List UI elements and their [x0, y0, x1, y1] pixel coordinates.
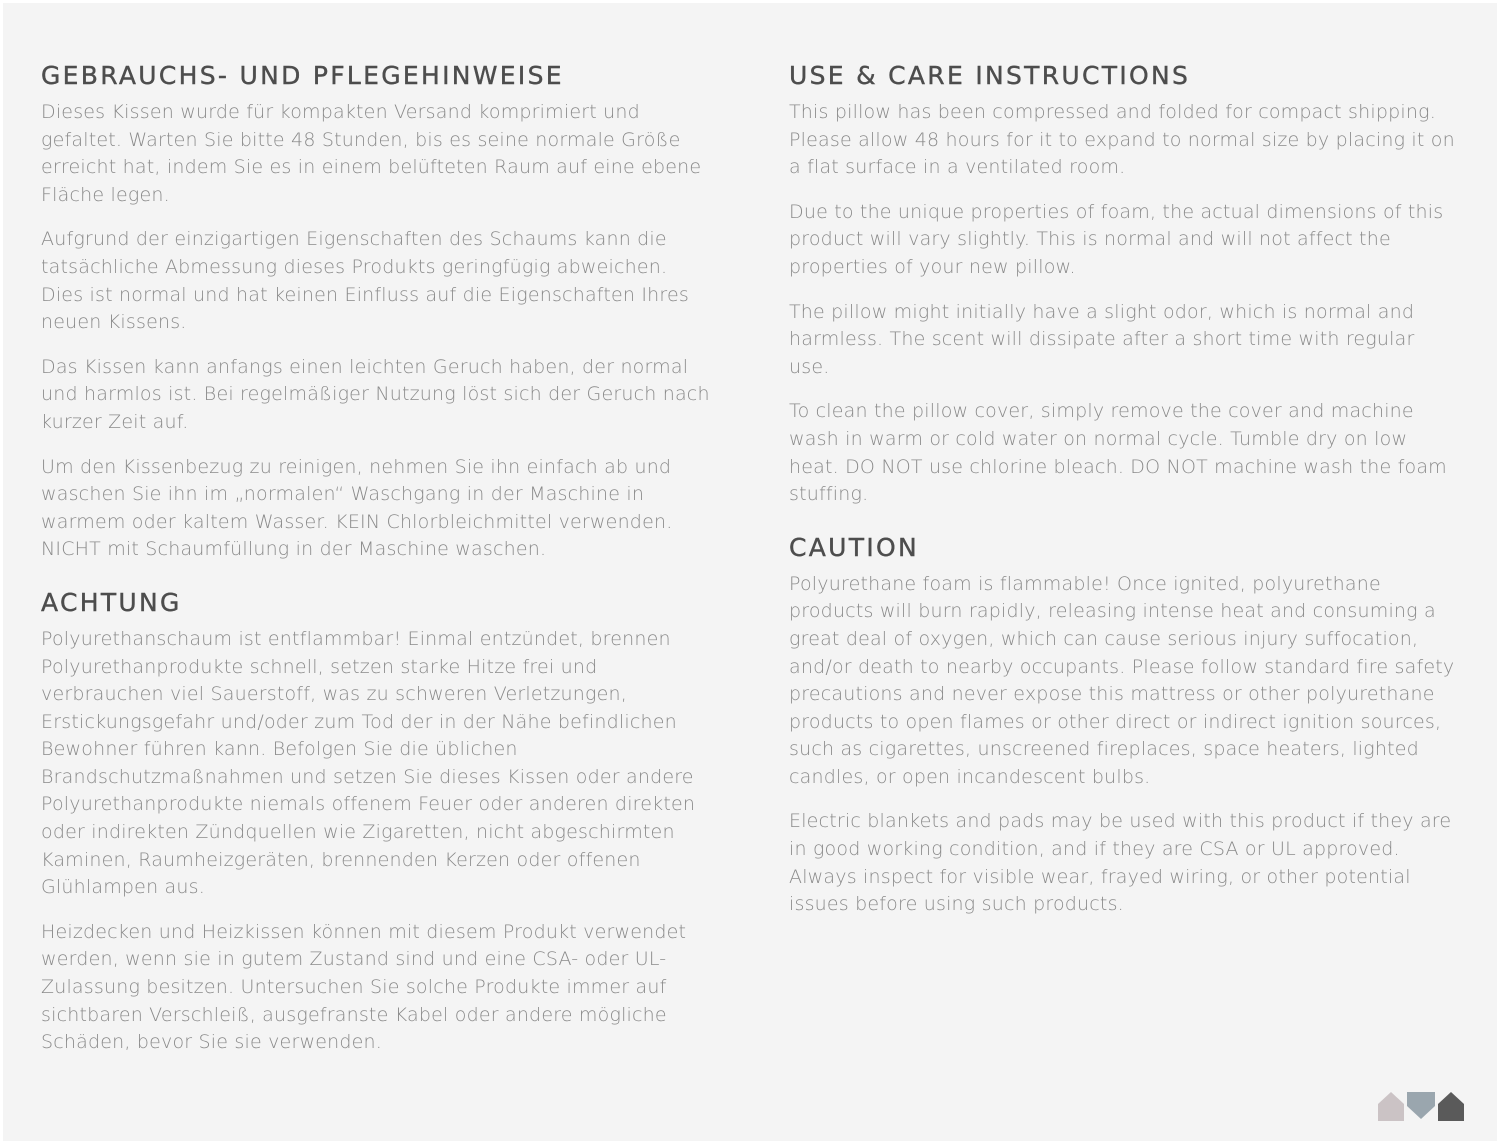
english-heading: USE & CARE INSTRUCTIONS: [789, 61, 1191, 90]
german-heading: GEBRAUCHS- UND PFLEGEHINWEISE: [41, 61, 564, 90]
german-caution-paragraph-2: Heizdecken und Heizkissen können mit diesem Produkt verwendet werden, wenn sie in gutem Zustand sind und eine CSA- oder UL-Zulassung besitzen. Untersuchen Sie solche Produkte immer auf sichtbaren Verschleiß, ausgefranste Kabel oder andere mögliche Schäden, bevor Sie sie verwenden.: [41, 920, 687, 1054]
german-caution-paragraph-1: Polyurethanschaum ist entflammbar! Einmal entzündet, brennen Polyurethanprodukte schnell, setzen starke Hitze frei und verbrauchen viel Sauerstoff, was zu schweren Verletzungen, Erstickungsgefahr und/oder zum Tod der in der Nähe befindlichen Bewohner führen kann. Befolgen Sie die üblichen Brandschutzmaßnahmen und setzen Sie dieses Kissen oder andere Polyurethanprodukte niemals offenem Feuer oder anderen direkten oder indirekten Zündquellen wie Zigaretten, nicht abgeschirmten Kaminen, Raumheizgeräten, brennenden Kerzen oder offenen Glühlampen aus.: [41, 627, 696, 899]
german-column: [41, 59, 713, 1074]
english-caution-paragraph-2: Electric blankets and pads may be used with this product if they are in good working condition, and if they are CSA or UL approved. Always inspect for visible wear, frayed wiring, or other potential issues before using such products.: [789, 810, 1452, 916]
english-caution-paragraph-1: Polyurethane foam is flammable! Once ignited, polyurethane products will burn rapidly, releasing intense heat and consuming a great deal of oxygen, which can cause serious injury suffocation, and/or death to nearby occupants. Please follow standard fire safety precautions and never expose this mattress or other polyurethane products to open flames or other direct or indirect ignition sources, such as cigarettes, unscreened fireplaces, space heaters, lighted candles, or open incandescent bulbs.: [789, 572, 1455, 788]
german-paragraph-3: Das Kissen kann anfangs einen leichten Geruch haben, der normal und harmlos ist. Bei regelmäßiger Nutzung löst sich der Geruch nach kurzer Zeit auf.: [41, 355, 710, 433]
german-paragraph-1: Dieses Kissen wurde für kompakten Versand komprimiert und gefaltet. Warten Sie bitte 48 Stunden, bis es seine normale Größe erreicht hat, indem Sie es in einem belüfteten Raum auf eine ebene Fläche legen.: [41, 101, 702, 206]
logo-house-left-shape: [1378, 1092, 1404, 1121]
english-paragraph-1: This pillow has been compressed and folded for compact shipping. Please allow 48 hours for it to expand to normal size by placing it on a flat surface in a ventilated room.: [789, 101, 1455, 179]
german-caution-heading: ACHTUNG: [41, 587, 182, 617]
english-paragraph-2: Due to the unique properties of foam, the actual dimensions of this product will vary slightly. This is normal and will not affect the properties of your new pillow.: [789, 200, 1444, 278]
english-caution-heading: CAUTION: [789, 532, 919, 562]
english-column: [789, 59, 1459, 936]
brand-logo-icon: [1378, 1091, 1464, 1121]
logo-house-right-shape: [1438, 1092, 1464, 1121]
english-paragraph-3: The pillow might initially have a slight odor, which is normal and harmless. The scent will dissipate after a short time with regular use.: [789, 300, 1415, 378]
instruction-card: [3, 3, 1497, 1141]
german-paragraph-2: Aufgrund der einzigartigen Eigenschaften des Schaums kann die tatsächliche Abmessung dieses Produkts geringfügig abweichen. Dies ist normal und hat keinen Einfluss auf die Eigenschaften Ihres neuen Kissens.: [41, 228, 689, 334]
logo-house-middle-shape: [1407, 1092, 1435, 1119]
english-paragraph-4: To clean the pillow cover, simply remove the cover and machine wash in warm or cold water on normal cycle. Tumble dry on low heat. DO NOT use chlorine bleach. DO NOT machine wash the foam stuffing.: [789, 400, 1447, 506]
german-paragraph-4: Um den Kissenbezug zu reinigen, nehmen Sie ihn einfach ab und waschen Sie ihn im „normalen“ Waschgang in der Maschine in warmem oder kaltem Wasser. KEIN Chlorbleichmittel verwenden. NICHT mit Schaumfüllung in der Maschine waschen.: [41, 455, 673, 561]
